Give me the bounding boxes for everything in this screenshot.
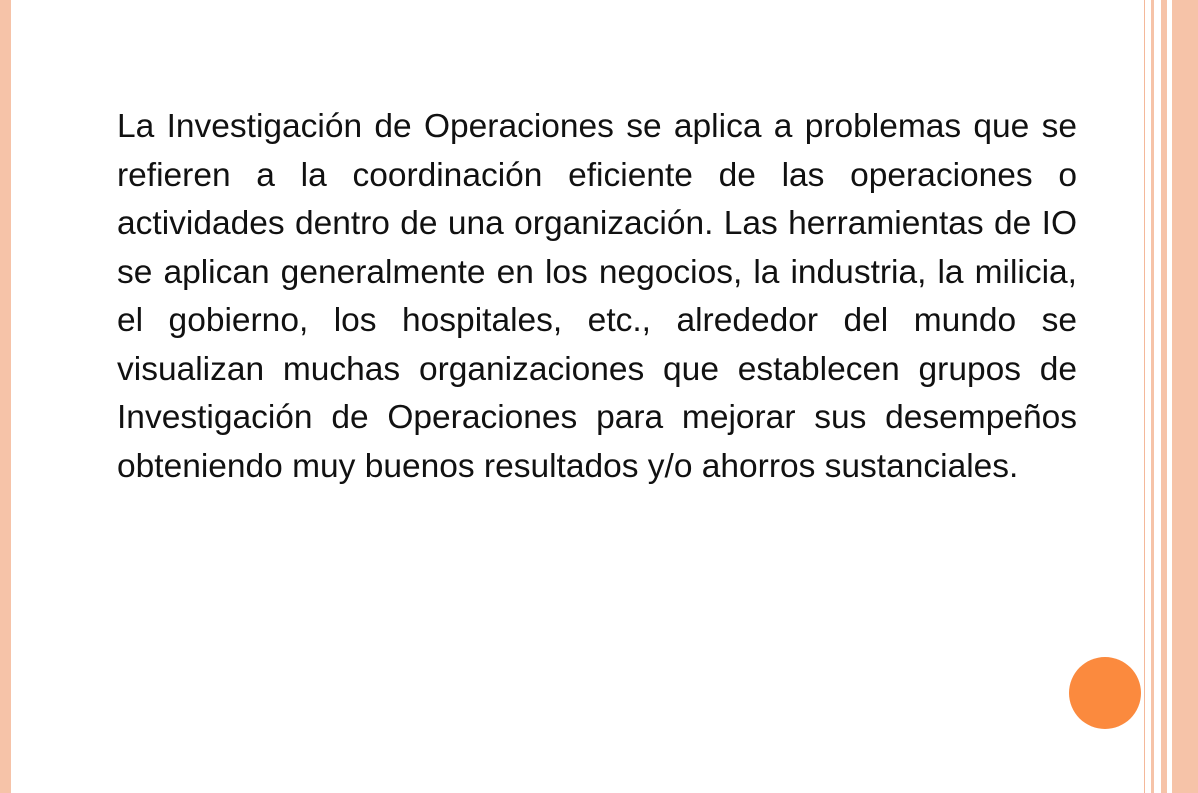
slide-body-text: La Investigación de Operaciones se aplica a problemas que se refieren a la coordinación eficiente de las operaciones o actividades dentro de una organización. Las herramientas de IO se aplican generalmente en los negocios, la industria, la milicia, el gobierno, los hospitales, etc., alrededor del mundo se visualizan muchas organizaciones que establecen grupos de Investigación de Operaciones para mejorar sus desempeños obteniendo muy buenos resultados y/o ahorros sustanciales.	[117, 108, 1077, 485]
orange-circle-decoration	[1069, 657, 1141, 729]
stripe-gap	[1154, 0, 1161, 793]
right-stripes-decoration	[1144, 0, 1198, 793]
stripe	[1172, 0, 1198, 793]
left-border-decoration	[0, 0, 11, 793]
